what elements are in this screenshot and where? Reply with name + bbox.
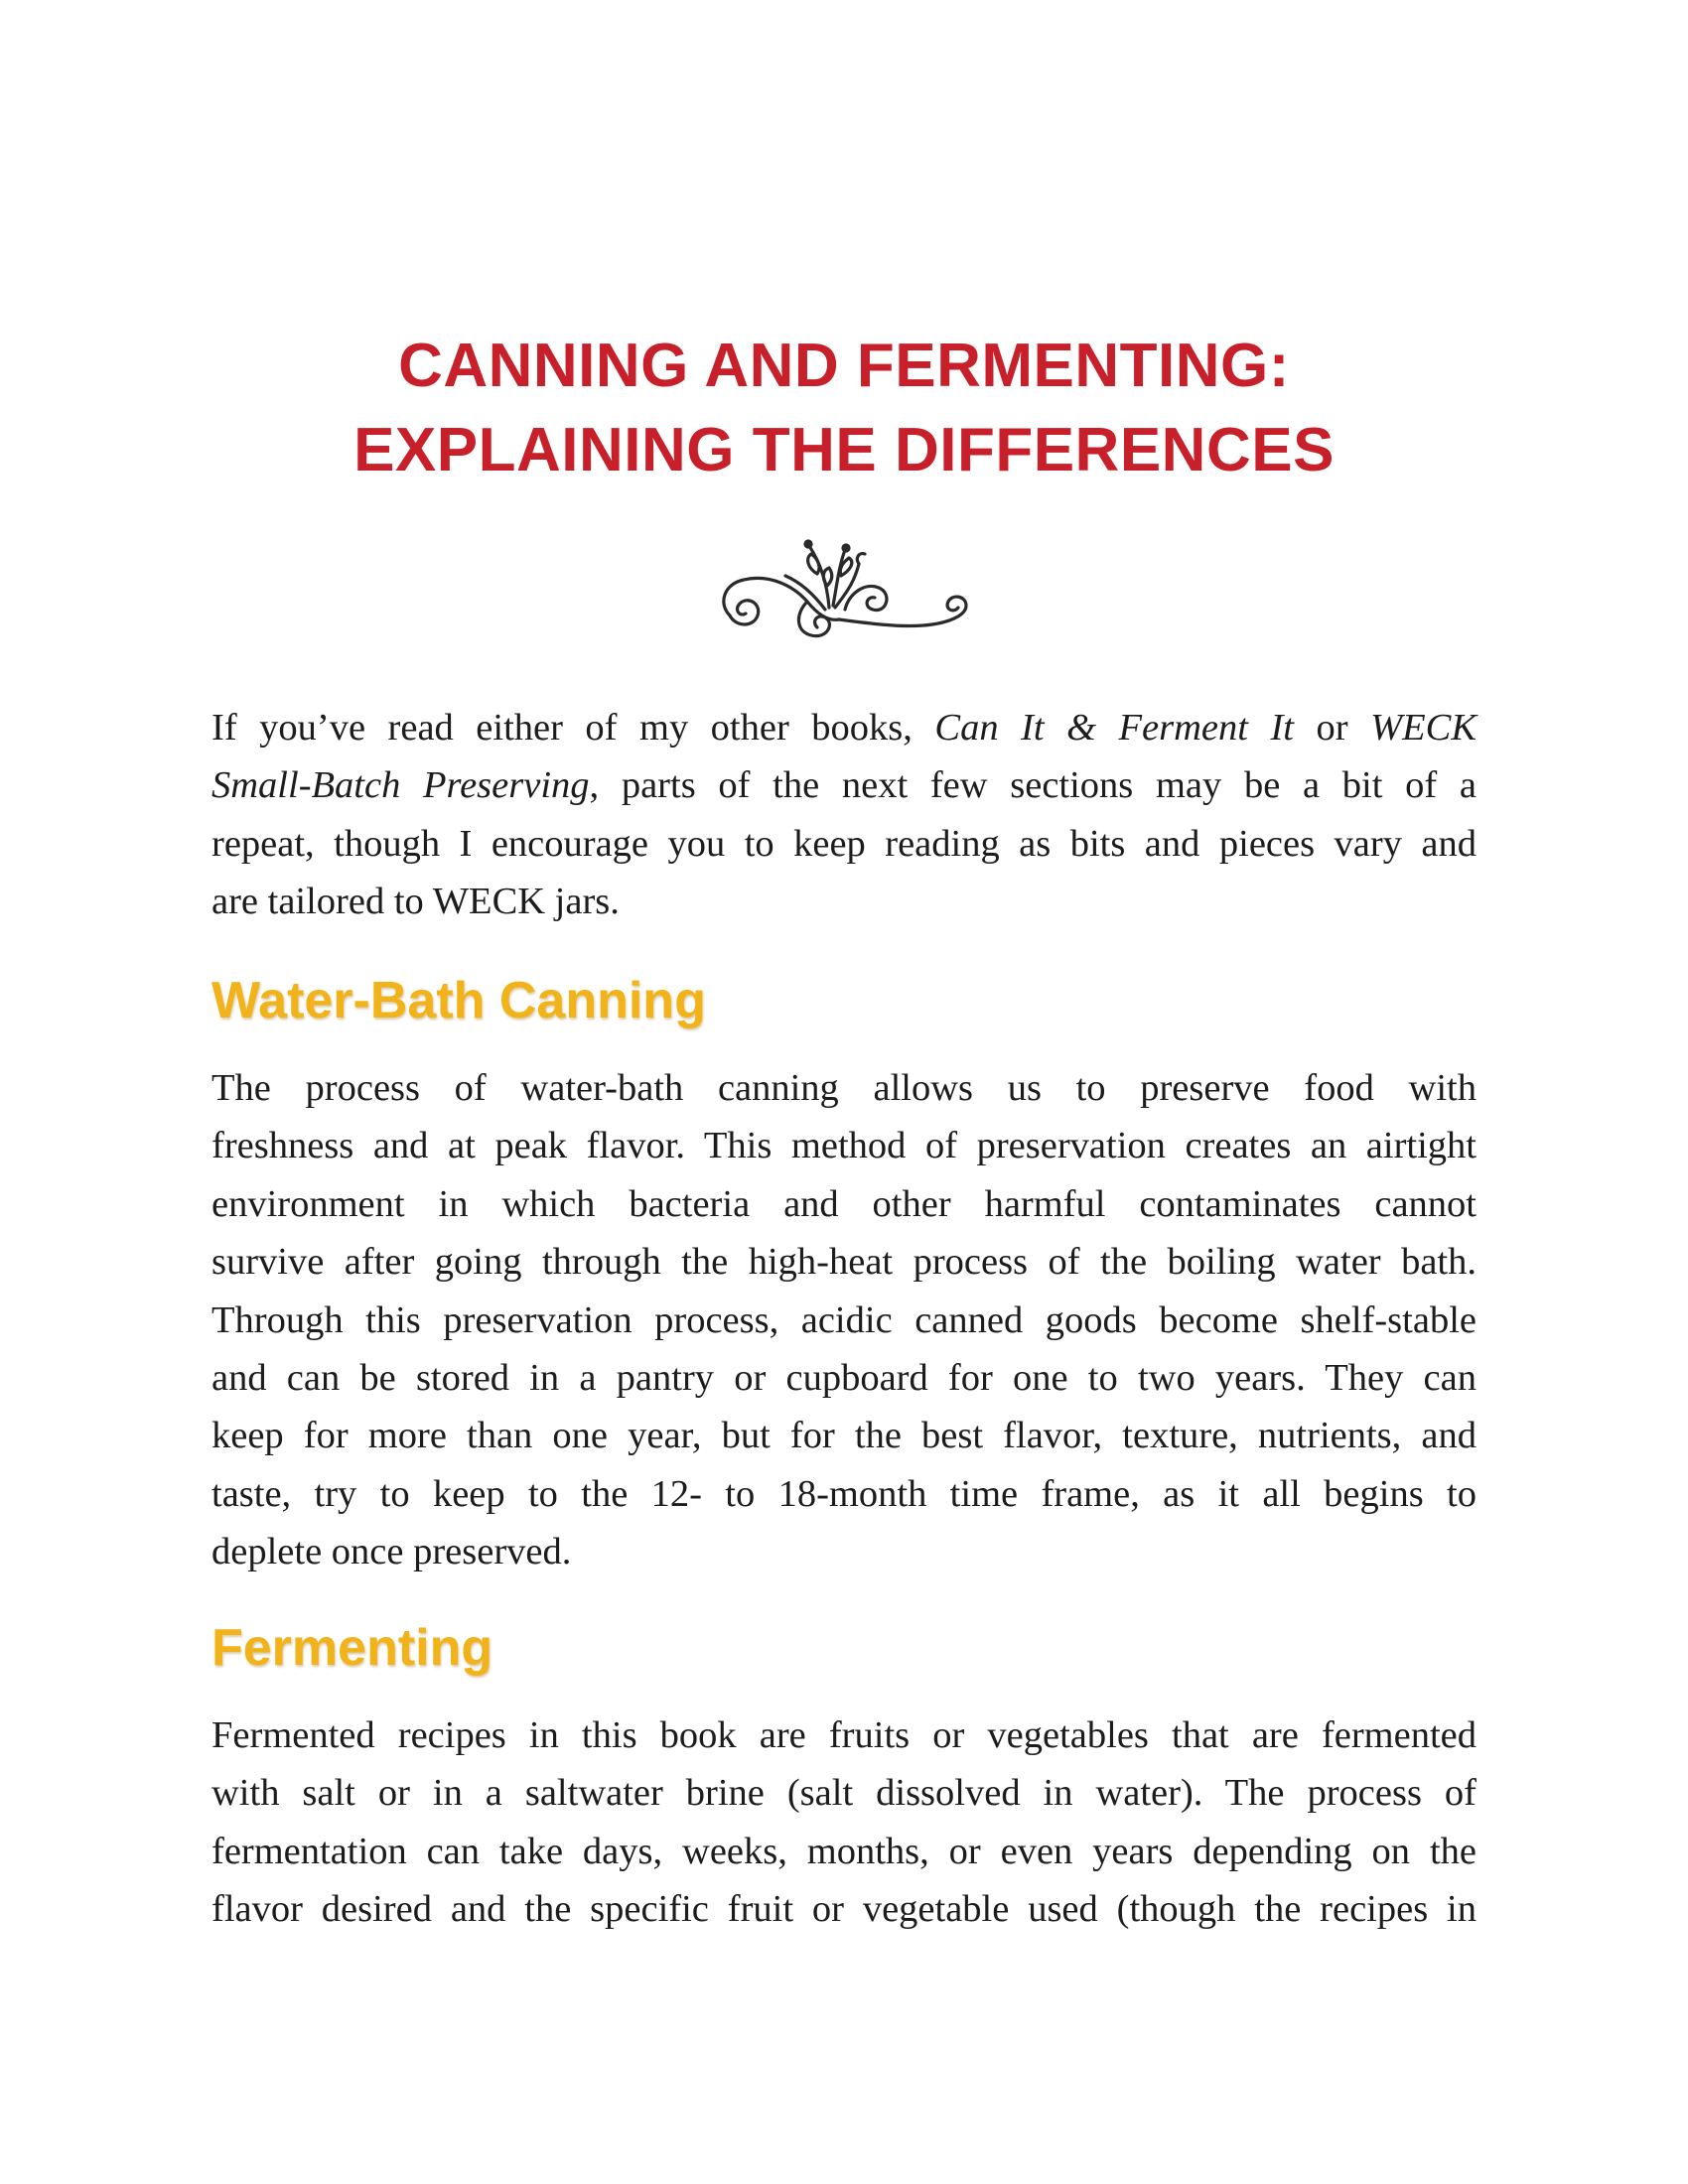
fermenting-paragraph bbox=[211, 1706, 1477, 1939]
section-heading-fermenting: Fermenting bbox=[211, 1619, 493, 1677]
flourish-ornament-icon bbox=[710, 524, 978, 648]
paragraph-line: The process of water-bath canning allows us to preserve food with bbox=[211, 1067, 1477, 1109]
title-line-2: EXPLAINING THE DIFFERENCES bbox=[353, 416, 1335, 484]
paragraph-line: freshness and at peak flavor. This method of preservation creates an airtight bbox=[211, 1125, 1477, 1167]
book-title-weck: WECK bbox=[1370, 707, 1477, 749]
paragraph-line: and can be stored in a pantry or cupboard for one to two years. They can bbox=[211, 1357, 1477, 1400]
paragraph-line: keep for more than one year, but for the best flavor, texture, nutrients, and bbox=[211, 1415, 1477, 1457]
book-title-can-it-ferment-it: Can It & Ferment It bbox=[934, 707, 1294, 749]
paragraph-line: taste, try to keep to the 12- to 18-month time frame, as it all begins to bbox=[211, 1472, 1477, 1515]
paragraph-line: with salt or in a saltwater brine (salt dissolved in water). The process of bbox=[211, 1772, 1477, 1815]
paragraph-line: environment in which bacteria and other harmful contaminates cannot bbox=[211, 1182, 1477, 1225]
paragraph-line: flavor desired and the specific fruit or vegetable used (though the recipes in bbox=[211, 1888, 1477, 1931]
page-title bbox=[211, 324, 1477, 492]
intro-line-2: Small-Batch Preserving, parts of the next few sections may be a bit of a bbox=[211, 764, 1477, 807]
intro-line-1: If you’ve read either of my other books, Can It & Ferment It or WECK bbox=[211, 707, 1477, 749]
paragraph-line: deplete once preserved. bbox=[211, 1531, 572, 1573]
paragraph-line: Fermented recipes in this book are fruits or vegetables that are fermented bbox=[211, 1714, 1477, 1756]
book-title-small-batch-preserving: Small-Batch Preserving bbox=[211, 764, 590, 807]
intro-line-3: repeat, though I encourage you to keep reading as bits and pieces vary and bbox=[211, 822, 1477, 865]
title-line-1: CANNING AND FERMENTING: bbox=[398, 332, 1290, 400]
intro-line-4: are tailored to WECK jars. bbox=[211, 881, 620, 923]
paragraph-line: Through this preservation process, acidic canned goods become shelf-stable bbox=[211, 1298, 1477, 1341]
intro-paragraph bbox=[211, 699, 1477, 931]
paragraph-line: fermentation can take days, weeks, months, or even years depending on the bbox=[211, 1830, 1477, 1872]
water-bath-paragraph bbox=[211, 1059, 1477, 1581]
paragraph-line: survive after going through the high-heat process of the boiling water bath. bbox=[211, 1241, 1477, 1284]
section-heading-water-bath-canning: Water-Bath Canning bbox=[211, 972, 706, 1029]
